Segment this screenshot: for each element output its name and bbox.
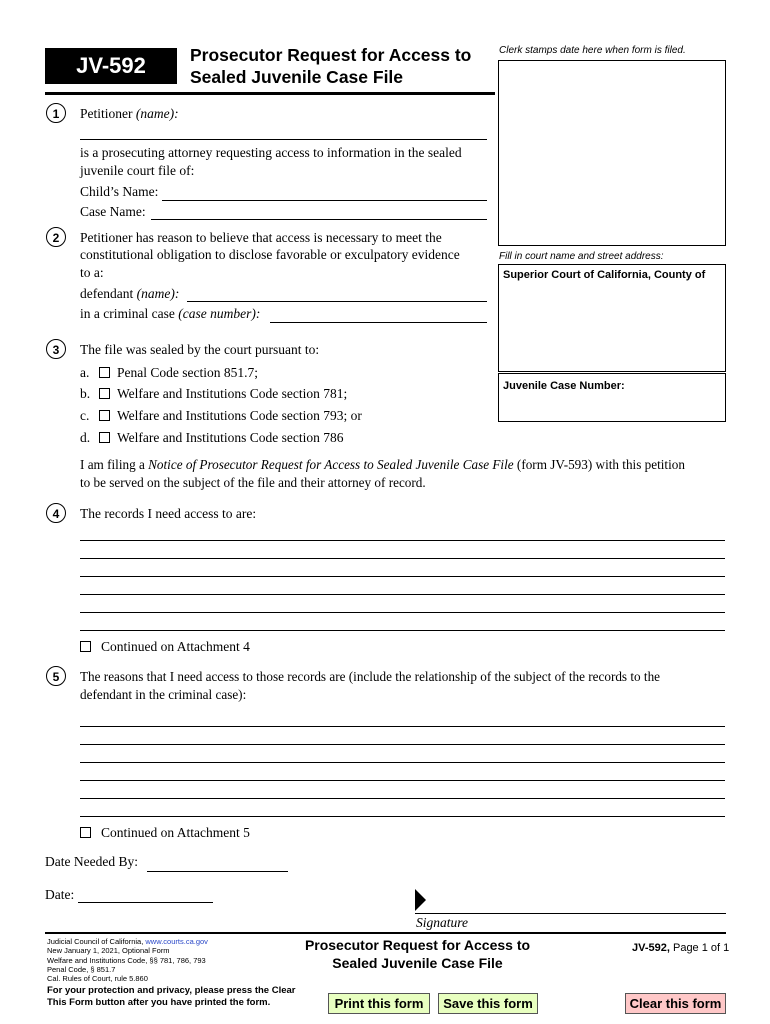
save-form-button[interactable]: Save this form (438, 993, 538, 1014)
item-5-text-line1: The reasons that I need access to those records are (include the relationship of the subject of the records to the (80, 669, 661, 684)
option-d-label: Welfare and Institutions Code section 786 (117, 430, 344, 445)
records-line[interactable] (80, 576, 725, 577)
footer-title-line2: Sealed Juvenile Case File (332, 955, 503, 971)
item-1-text-line1: is a prosecuting attorney requesting access to information in the sealed (80, 145, 462, 160)
form-title-line1: Prosecutor Request for Access to (190, 45, 472, 65)
footer-page-info (632, 942, 729, 954)
item-2-text-line1: Petitioner has reason to believe that access is necessary to meet the (80, 230, 442, 245)
records-line[interactable] (80, 558, 725, 559)
reasons-line[interactable] (80, 762, 725, 763)
notice-line2: to be served on the subject of the file and their attorney of record. (80, 475, 426, 490)
reasons-line[interactable] (80, 816, 725, 817)
notice-pre: I am filing a (80, 457, 145, 472)
reasons-line[interactable] (80, 726, 725, 727)
council-link[interactable]: www.courts.ca.gov (145, 937, 208, 946)
continued-attachment-5-label: Continued on Attachment 5 (101, 825, 250, 840)
clerk-stamp-box (498, 60, 726, 246)
option-c-label: Welfare and Institutions Code section 793; or (117, 408, 362, 423)
court-name: Superior Court of California, County of (503, 269, 706, 281)
adopted-line: New January 1, 2021, Optional Form (47, 946, 170, 956)
reasons-line[interactable] (80, 744, 725, 745)
option-b-checkbox[interactable] (99, 388, 110, 399)
item-4-number: 4 (46, 503, 66, 523)
option-c-checkbox[interactable] (99, 410, 110, 421)
records-line[interactable] (80, 630, 725, 631)
protection-note (47, 985, 295, 1009)
signature-label-text: Signature (416, 915, 468, 930)
court-fill-label: Fill in court name and street address: (499, 251, 664, 262)
footer-title (275, 936, 560, 972)
petitioner-text: Petitioner (80, 106, 133, 121)
option-b-letter: b. (80, 386, 91, 401)
header-rule (45, 92, 495, 95)
option-d-checkbox[interactable] (99, 432, 110, 443)
form-title (190, 44, 471, 88)
signature-arrow-icon (415, 889, 427, 911)
childs-name-label: Child’s Name: (80, 184, 159, 199)
records-line[interactable] (80, 612, 725, 613)
item-4-text: The records I need access to are: (80, 506, 257, 521)
notice-line1 (80, 457, 685, 473)
footer-title-line1: Prosecutor Request for Access to (304, 937, 531, 953)
case-number-label: Juvenile Case Number: (503, 380, 625, 392)
criminal-case-number-field[interactable] (270, 322, 487, 323)
clear-form-button[interactable]: Clear this form (625, 993, 726, 1014)
option-a-checkbox[interactable] (99, 367, 110, 378)
item-1-text-line2: juvenile court file of: (80, 163, 195, 178)
item-5-number: 5 (46, 666, 66, 686)
childs-name-field[interactable] (162, 200, 487, 201)
footer-rule (45, 932, 726, 934)
defendant-name-field[interactable] (187, 301, 487, 302)
continued-attachment-5-checkbox[interactable] (80, 827, 91, 838)
item-3-number: 3 (46, 339, 66, 359)
court-name-box[interactable] (498, 264, 726, 372)
form-id: JV-592 (76, 53, 146, 78)
defendant-hint: (name): (136, 286, 180, 301)
criminal-case-text: in a criminal case (80, 306, 175, 321)
continued-attachment-4-label: Continued on Attachment 4 (101, 639, 250, 654)
rules-line: Cal. Rules of Court, rule 5.860 (47, 974, 148, 984)
case-number-box[interactable] (498, 373, 726, 422)
footer-page-number: Page 1 of 1 (672, 942, 730, 954)
defendant-text: defendant (80, 286, 134, 301)
wic-line: Welfare and Institutions Code, §§ 781, 786, 793 (47, 955, 206, 965)
continued-attachment-4-checkbox[interactable] (80, 641, 91, 652)
criminal-case-label (80, 306, 260, 322)
date-field[interactable] (78, 902, 213, 903)
protection-note-line2: This Form button after you have printed the form. (47, 997, 271, 1008)
council-line (47, 937, 208, 946)
defendant-label (80, 286, 179, 302)
footer-form-id: JV-592, (632, 942, 670, 954)
signature-field[interactable] (415, 913, 726, 914)
reasons-line[interactable] (80, 798, 725, 799)
footer-citations (47, 937, 208, 983)
form-title-line2: Sealed Juvenile Case File (190, 67, 404, 87)
option-a-letter: a. (80, 365, 90, 380)
form-id-badge (45, 48, 177, 84)
reasons-line[interactable] (80, 780, 725, 781)
notice-form-title: Notice of Prosecutor Request for Access to Sealed Juvenile Case File (148, 457, 514, 472)
case-name-field[interactable] (151, 219, 487, 220)
petitioner-name-hint: (name): (135, 106, 179, 121)
protection-note-line1: For your protection and privacy, please press the Clear (47, 985, 296, 996)
council-text: Judicial Council of California, (47, 937, 144, 946)
notice-post: (form JV-593) with this petition (516, 457, 685, 472)
item-2-text-line3: to a: (80, 265, 104, 280)
date-needed-field[interactable] (147, 871, 288, 872)
item-3-intro: The file was sealed by the court pursuant to: (80, 342, 320, 357)
option-c-letter: c. (80, 408, 90, 423)
item-2-text-line2: constitutional obligation to disclose favorable or exculpatory evidence (80, 247, 460, 262)
clerk-note: Clerk stamps date here when form is filed. (499, 45, 686, 56)
option-b-label: Welfare and Institutions Code section 781; (117, 386, 348, 401)
option-d-letter: d. (80, 430, 91, 445)
item-1-number: 1 (46, 103, 66, 123)
option-a-label: Penal Code section 851.7; (117, 365, 258, 380)
records-line[interactable] (80, 540, 725, 541)
print-form-button[interactable]: Print this form (328, 993, 430, 1014)
item-5-text-line2: defendant in the criminal case): (80, 687, 247, 702)
criminal-case-hint: (case number): (178, 306, 261, 321)
petitioner-name-field[interactable] (80, 139, 487, 140)
case-name-label: Case Name: (80, 204, 146, 219)
petitioner-label (80, 106, 179, 122)
date-label: Date: (45, 887, 75, 902)
penal-line: Penal Code, § 851.7 (47, 964, 116, 974)
records-line[interactable] (80, 594, 725, 595)
signature-label (416, 915, 468, 931)
item-2-number: 2 (46, 227, 66, 247)
date-needed-label: Date Needed By: (45, 854, 138, 869)
